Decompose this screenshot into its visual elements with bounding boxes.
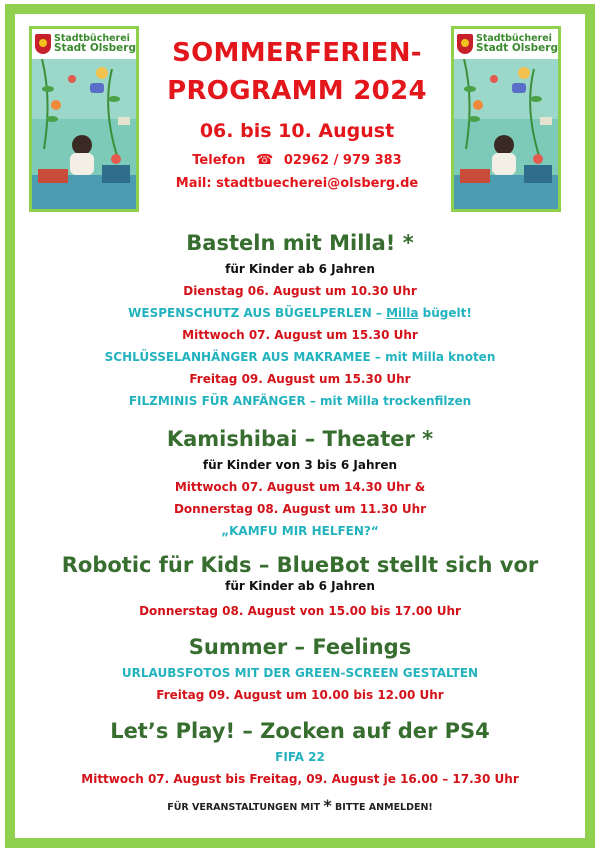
event-title: Basteln mit Milla! * bbox=[186, 231, 414, 255]
library-name-line2: Stadt Olsberg bbox=[54, 42, 136, 55]
event-date: Mittwoch 07. August bis Freitag, 09. August je 16.00 – 17.30 Uhr bbox=[81, 772, 519, 786]
library-name-line1: Stadtbücherei bbox=[476, 32, 552, 44]
coat-of-arms-icon bbox=[35, 34, 51, 54]
phone-label: Telefon bbox=[192, 153, 246, 168]
activity-text: WESPENSCHUTZ AUS BÜGELPERLEN – bbox=[128, 306, 387, 320]
program-dates: 06. bis 10. August bbox=[199, 120, 395, 142]
library-name-line1: Stadtbücherei bbox=[54, 32, 130, 44]
event-title: Summer – Feelings bbox=[188, 635, 412, 659]
cover-illustration bbox=[32, 59, 136, 209]
library-name-line2: Stadt Olsberg bbox=[476, 42, 558, 55]
event-activity: FIFA 22 bbox=[275, 750, 325, 764]
event-list bbox=[15, 224, 585, 815]
event-date: Donnerstag 08. August um 11.30 Uhr bbox=[173, 502, 427, 516]
event-audience: für Kinder ab 6 Jahren bbox=[225, 262, 375, 276]
event-robotic bbox=[15, 552, 585, 622]
event-date: Freitag 09. August um 15.30 Uhr bbox=[189, 372, 411, 386]
book-cover-image-left bbox=[29, 26, 139, 212]
event-date: Mittwoch 07. August um 14.30 Uhr & bbox=[174, 480, 426, 494]
activity-host-name: Milla bbox=[386, 306, 419, 320]
program-title bbox=[145, 34, 449, 110]
library-logo bbox=[32, 29, 136, 59]
event-date: Freitag 09. August um 10.00 bis 12.00 Uhr bbox=[156, 688, 444, 702]
library-logo bbox=[454, 29, 558, 59]
title-block bbox=[145, 34, 449, 191]
event-activity: „KAMFU MIR HELFEN?“ bbox=[221, 524, 379, 538]
coat-of-arms-icon bbox=[457, 34, 473, 54]
event-activity: FILZMINIS FÜR ANFÄNGER – mit Milla trockenfilzen bbox=[128, 394, 472, 408]
event-date: Mittwoch 07. August um 15.30 Uhr bbox=[182, 328, 418, 342]
activity-text-end: bügelt! bbox=[418, 306, 472, 320]
event-activity: URLAUBSFOTOS MIT DER GREEN-SCREEN GESTALTEN bbox=[121, 666, 479, 680]
program-title-line2: PROGRAMM 2024 bbox=[167, 76, 427, 106]
event-activity: SCHLÜSSELANHÄNGER AUS MAKRAMEE – mit Milla knoten bbox=[104, 350, 496, 364]
note-text-end: BITTE ANMELDEN! bbox=[331, 802, 433, 813]
note-text: FÜR VERANSTALTUNGEN MIT bbox=[167, 802, 324, 813]
registration-note bbox=[15, 796, 585, 815]
mail-line: Mail: stadtbuecherei@olsberg.de bbox=[175, 176, 419, 191]
event-activity bbox=[15, 302, 585, 324]
event-date: Dienstag 06. August um 10.30 Uhr bbox=[183, 284, 417, 298]
event-audience: für Kinder von 3 bis 6 Jahren bbox=[202, 458, 398, 472]
event-play bbox=[15, 716, 585, 790]
book-cover-image-right bbox=[451, 26, 561, 212]
header bbox=[15, 14, 585, 224]
event-summer bbox=[15, 632, 585, 706]
poster-frame bbox=[5, 4, 595, 848]
phone-number: 02962 / 979 383 bbox=[283, 153, 402, 168]
phone-line bbox=[145, 152, 449, 168]
event-kamishibai bbox=[15, 424, 585, 542]
event-title: Robotic für Kids – BlueBot stellt sich vor bbox=[61, 553, 539, 577]
event-date: Donnerstag 08. August von 15.00 bis 17.00 Uhr bbox=[139, 604, 461, 618]
telephone-icon: ☎ bbox=[255, 152, 274, 168]
event-title: Let’s Play! – Zocken auf der PS4 bbox=[110, 719, 490, 743]
event-title: Kamishibai – Theater * bbox=[166, 427, 434, 451]
note-star: * bbox=[323, 796, 332, 815]
event-audience: für Kinder ab 6 Jahren bbox=[225, 579, 375, 593]
event-basteln bbox=[15, 228, 585, 412]
program-title-line1: SOMMERFERIEN- bbox=[172, 38, 422, 68]
cover-illustration bbox=[454, 59, 558, 209]
